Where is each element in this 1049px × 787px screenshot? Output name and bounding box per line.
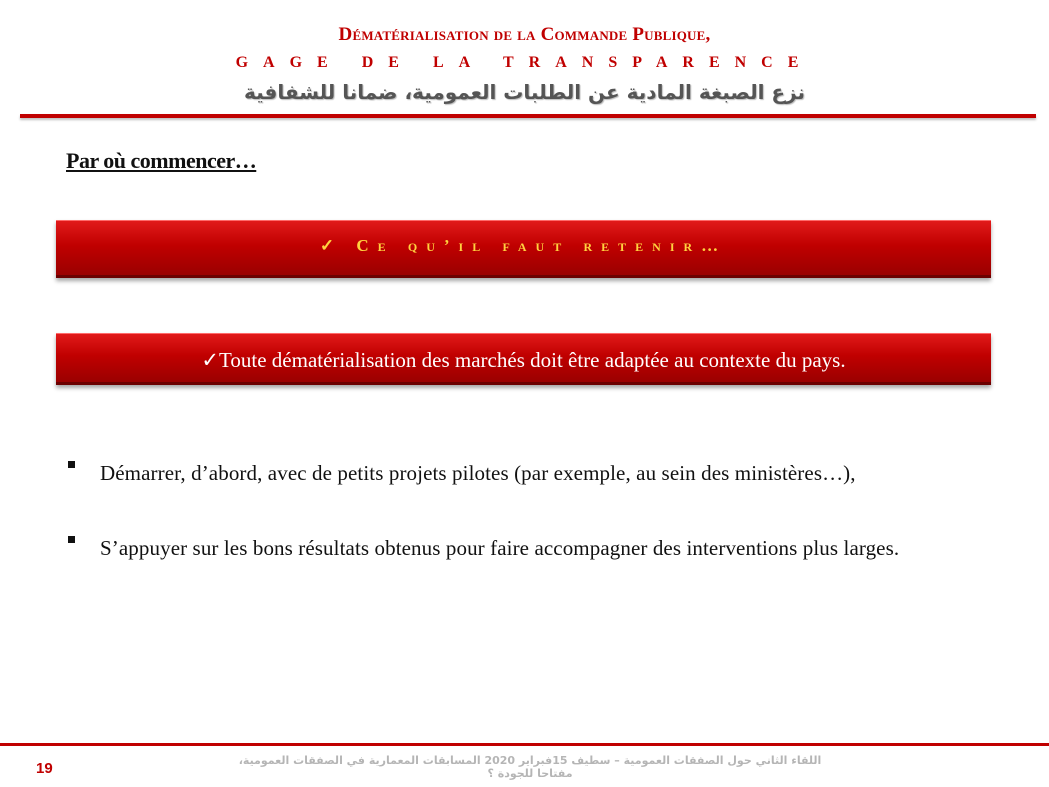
footer-divider [0,743,1049,746]
retain-banner [56,220,991,278]
slide-title-arabic: نزع الصبغة المادية عن الطلبات العمومية، ضمانا للشفافية [243,80,806,104]
slide-title: Dématérialisation de la Commande Publique, [338,24,711,45]
list-item [66,527,980,570]
page-number: 19 [36,760,53,777]
section-heading: Par où commencer… [66,148,257,173]
square-bullet-icon [68,461,75,468]
list-item-text: S’appuyer sur les bons résultats obtenus pour faire accompagner des interventions plus larges. [100,536,900,560]
header-divider [20,114,1036,118]
square-bullet-icon [68,536,75,543]
slide-subtitle: GAGE DE LA TRANSPARENCE [235,54,814,71]
statement-banner [56,333,991,385]
checkmark-icon: ✓ [319,236,344,255]
bullet-list [66,452,980,602]
statement-banner-text: ✓Toute dématérialisation des marchés doit être adaptée au contexte du pays. [201,348,846,372]
footer-text: اللقاء الثاني حول الصفقات العمومية – سطيف 15فبراير 2020 المسابقات المعمارية في الصفقات العمومية، مفتاحا للجودة ؟ [238,754,822,780]
list-item-text: Démarrer, d’abord, avec de petits projets pilotes (par exemple, au sein des ministères…), [100,461,856,485]
list-item [66,452,980,495]
checkmark-icon: ✓ [201,348,220,372]
retain-banner-label: ✓ Ce qu’il faut retenir… [319,236,728,255]
